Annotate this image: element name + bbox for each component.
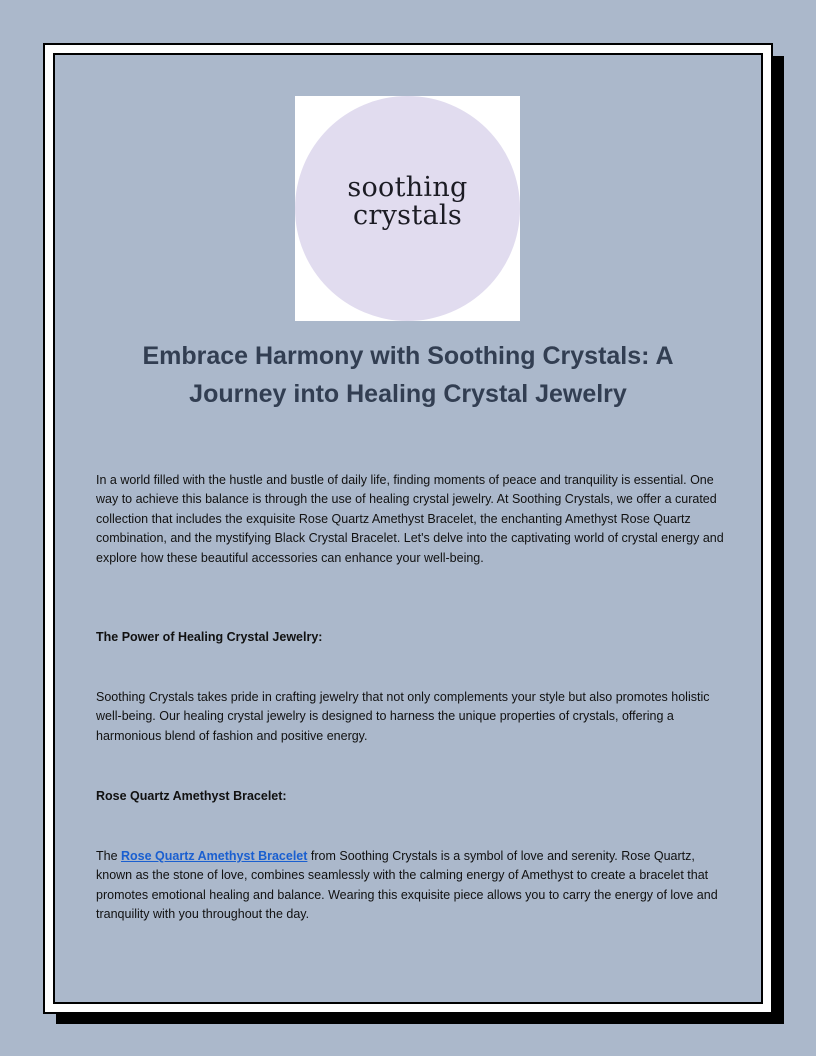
logo-wordmark — [295, 174, 520, 230]
page-title — [96, 337, 720, 413]
section-heading-power: The Power of Healing Crystal Jewelry: — [96, 630, 323, 644]
brand-logo — [295, 96, 520, 321]
title-line-2: Journey into Healing Crystal Jewelry — [189, 380, 627, 408]
intro-paragraph: In a world filled with the hustle and bustle of daily life, finding moments of peace and tranquility is essential. One way to achieve this balance is through the use of healing crystal jewelry. At Soothing Crystals, we offer a curated collection that includes the exquisite Rose Quartz Amethyst Bracelet, the enchanting Amethyst Rose Quartz combination, and the mystifying Black Crystal Bracelet. Let's delve into the captivating world of crystal energy and explore how these beautiful accessories can enhance your well-being. — [96, 473, 724, 565]
logo-line-1: soothing — [347, 172, 468, 203]
logo-line-2: crystals — [353, 200, 462, 231]
title-line-1: Embrace Harmony with Soothing Crystals: A — [142, 342, 674, 370]
bracelet-body-suffix: from Soothing Crystals is a symbol of love and serenity. Rose Quartz, known as the stone of love, combines seamlessly with the calming energy of Amethyst to create a bracelet that promotes emotional healing and balance. Wearing this exquisite piece allows you to carry the energy of love and tranquility with you throughout the day. — [96, 849, 718, 922]
bracelet-body-prefix: The — [96, 849, 122, 863]
section-body-bracelet — [96, 847, 724, 925]
rose-quartz-amethyst-bracelet-link[interactable]: Rose Quartz Amethyst Bracelet — [121, 849, 308, 863]
section-heading-bracelet: Rose Quartz Amethyst Bracelet: — [96, 789, 287, 803]
section-body-power: Soothing Crystals takes pride in crafting jewelry that not only complements your style but also promotes holistic well-being. Our healing crystal jewelry is designed to harness the unique properties of crystals, offering a harmonious blend of fashion and positive energy. — [96, 690, 710, 743]
